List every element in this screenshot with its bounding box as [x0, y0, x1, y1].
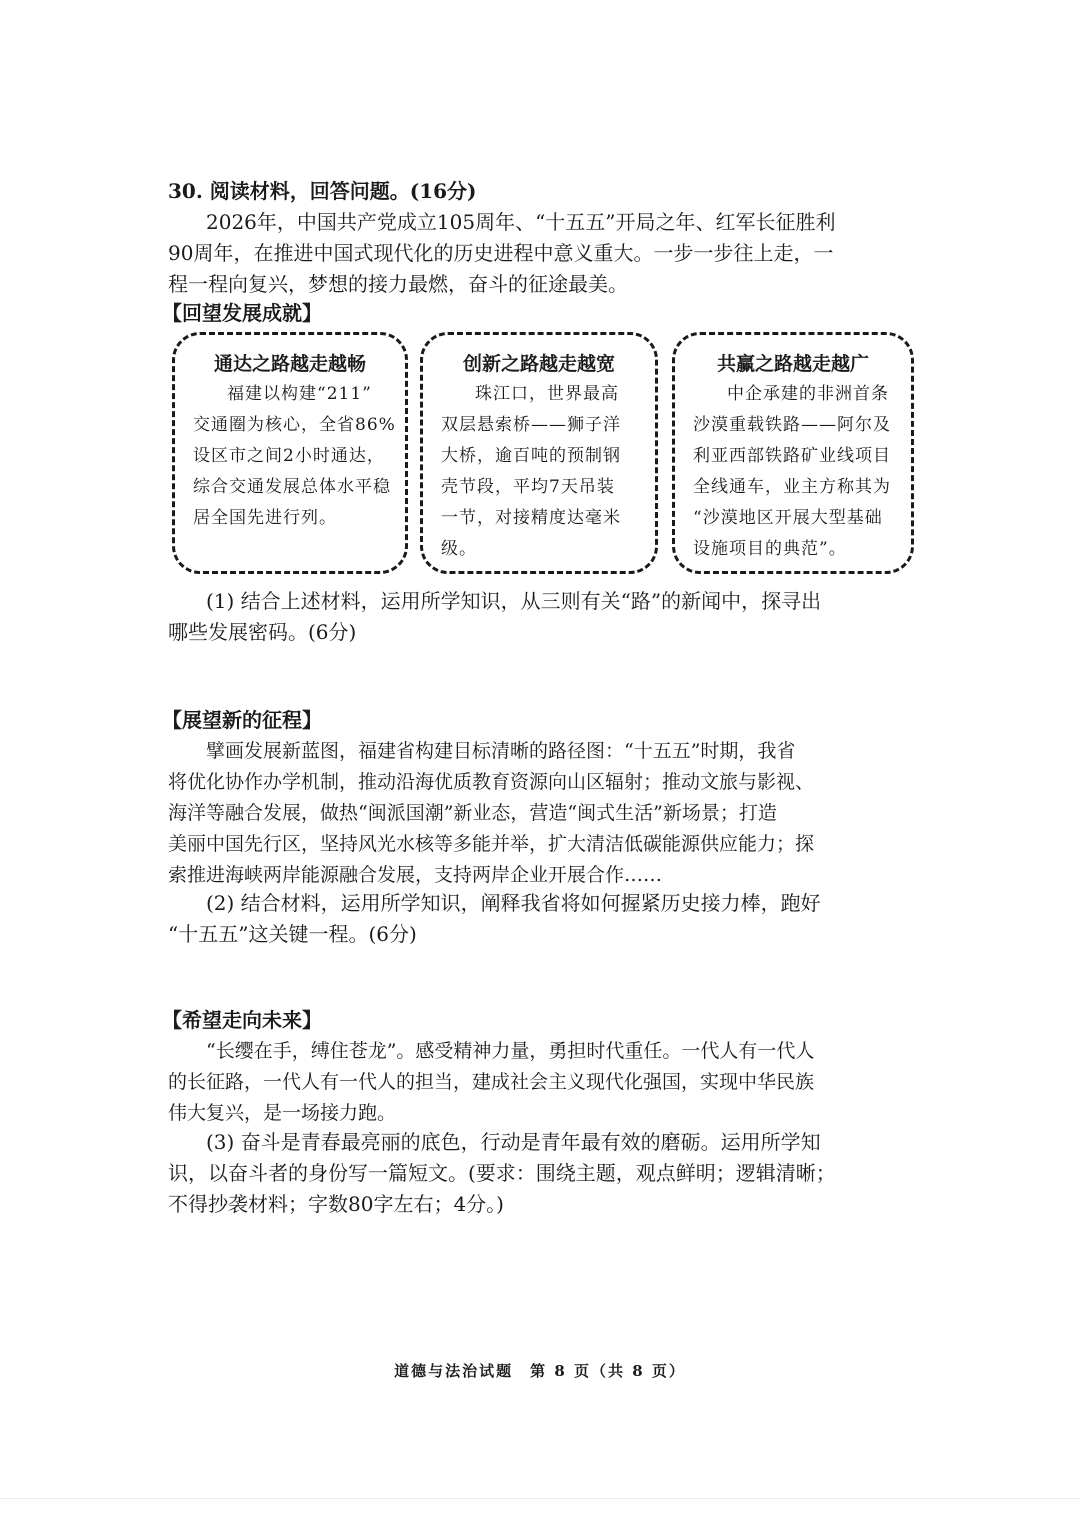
news-box-line: 双层悬索桥——狮子洋 — [441, 415, 621, 435]
material-line: “长缨在手，缚住苍龙”。感受精神力量，勇担时代重任。一代人有一代人 — [206, 1040, 815, 1062]
news-box-line: 全线通车，业主方称其为 — [693, 477, 891, 497]
material-line: 海洋等融合发展，做热“闽派国潮”新业态，营造“闽式生活”新场景；打造 — [168, 802, 777, 824]
news-box-line: 福建以构建“211” — [227, 384, 372, 404]
news-box-title: 创新之路越走越宽 — [462, 353, 615, 375]
sub-question-1: 哪些发展密码。(6分) — [168, 620, 357, 644]
news-box-line: 壳节段，平均7天吊装 — [441, 477, 615, 497]
news-box-line: “沙漠地区开展大型基础 — [693, 508, 883, 528]
news-box-innovation — [420, 332, 658, 574]
news-box-line: 居全国先进行列。 — [193, 508, 337, 528]
intro-line: 2026年，中国共产党成立105周年、“十五五”开局之年、红军长征胜利 — [206, 210, 836, 234]
news-box-line: 利亚西部铁路矿业线项目 — [693, 446, 891, 466]
news-box-line: 综合交通发展总体水平稳 — [193, 477, 391, 497]
news-box-line: 沙漠重载铁路——阿尔及 — [693, 415, 891, 435]
news-box-line: 设区市之间2小时通达， — [193, 446, 385, 466]
news-box-line: 一节，对接精度达毫米 — [441, 508, 621, 528]
news-boxes — [168, 332, 916, 580]
material-line: 美丽中国先行区，坚持风光水核等多能并举，扩大清洁低碳能源供应能力；探 — [168, 833, 815, 855]
news-box-line: 级。 — [441, 539, 477, 559]
news-box-line: 设施项目的典范”。 — [693, 539, 847, 559]
news-box-text — [693, 379, 893, 565]
sub-question-3: 识，以奋斗者的身份写一篇短文。(要求：围绕主题，观点鲜明；逻辑清晰； — [168, 1161, 836, 1185]
news-box-line: 大桥，逾百吨的预制钢 — [441, 446, 621, 466]
news-box-title: 通达之路越走越畅 — [213, 353, 366, 375]
section-title-future: 【希望走向未来】 — [162, 1008, 322, 1032]
news-box-transport — [172, 332, 408, 574]
sub-question-3: (3) 奋斗是青春最亮丽的底色，行动是青年最有效的磨砺。运用所学知 — [206, 1130, 821, 1154]
news-box-win-win — [672, 332, 914, 574]
news-box-line: 珠江口，世界最高 — [475, 384, 619, 404]
material-line: 索推进海峡两岸能源融合发展，支持两岸企业开展合作…… — [168, 864, 663, 886]
news-box-title: 共赢之路越走越广 — [716, 353, 869, 375]
intro-line: 90周年，在推进中国式现代化的历史进程中意义重大。一步一步往上走，一 — [168, 241, 834, 265]
news-box-text — [441, 379, 637, 565]
material-line: 擘画发展新蓝图，福建省构建目标清晰的路径图：“十五五”时期，我省 — [206, 740, 796, 762]
news-box-line: 交通圈为核心，全省86% — [193, 415, 396, 435]
section-title-achievements: 【回望发展成就】 — [162, 301, 322, 325]
sub-question-2: (2) 结合材料，运用所学知识，阐释我省将如何握紧历史接力棒，跑好 — [206, 891, 821, 915]
news-box-text — [193, 379, 396, 534]
news-box-line: 中企承建的非洲首条 — [727, 384, 889, 404]
material-line: 伟大复兴，是一场接力跑。 — [168, 1102, 397, 1124]
sub-question-3: 不得抄袭材料；字数80字左右；4分。) — [168, 1192, 504, 1216]
intro-line: 程一程向复兴，梦想的接力最燃，奋斗的征途最美。 — [168, 272, 628, 296]
question-title: 30. 阅读材料，回答问题。(16分) — [168, 179, 477, 203]
material-line: 将优化协作办学机制，推动沿海优质教育资源向山区辐射；推动文旅与影视、 — [168, 771, 815, 793]
sub-question-1: (1) 结合上述材料，运用所学知识，从三则有关“路”的新闻中，探寻出 — [206, 589, 822, 613]
page-footer: 道德与法治试题 第 8 页（共 8 页） — [394, 1362, 686, 1380]
material-line: 的长征路，一代人有一代人的担当，建成社会主义现代化强国，实现中华民族 — [168, 1071, 815, 1093]
bottom-divider — [0, 1498, 1080, 1499]
section-title-new-journey: 【展望新的征程】 — [162, 708, 322, 732]
sub-question-2: “十五五”这关键一程。(6分) — [168, 922, 417, 946]
